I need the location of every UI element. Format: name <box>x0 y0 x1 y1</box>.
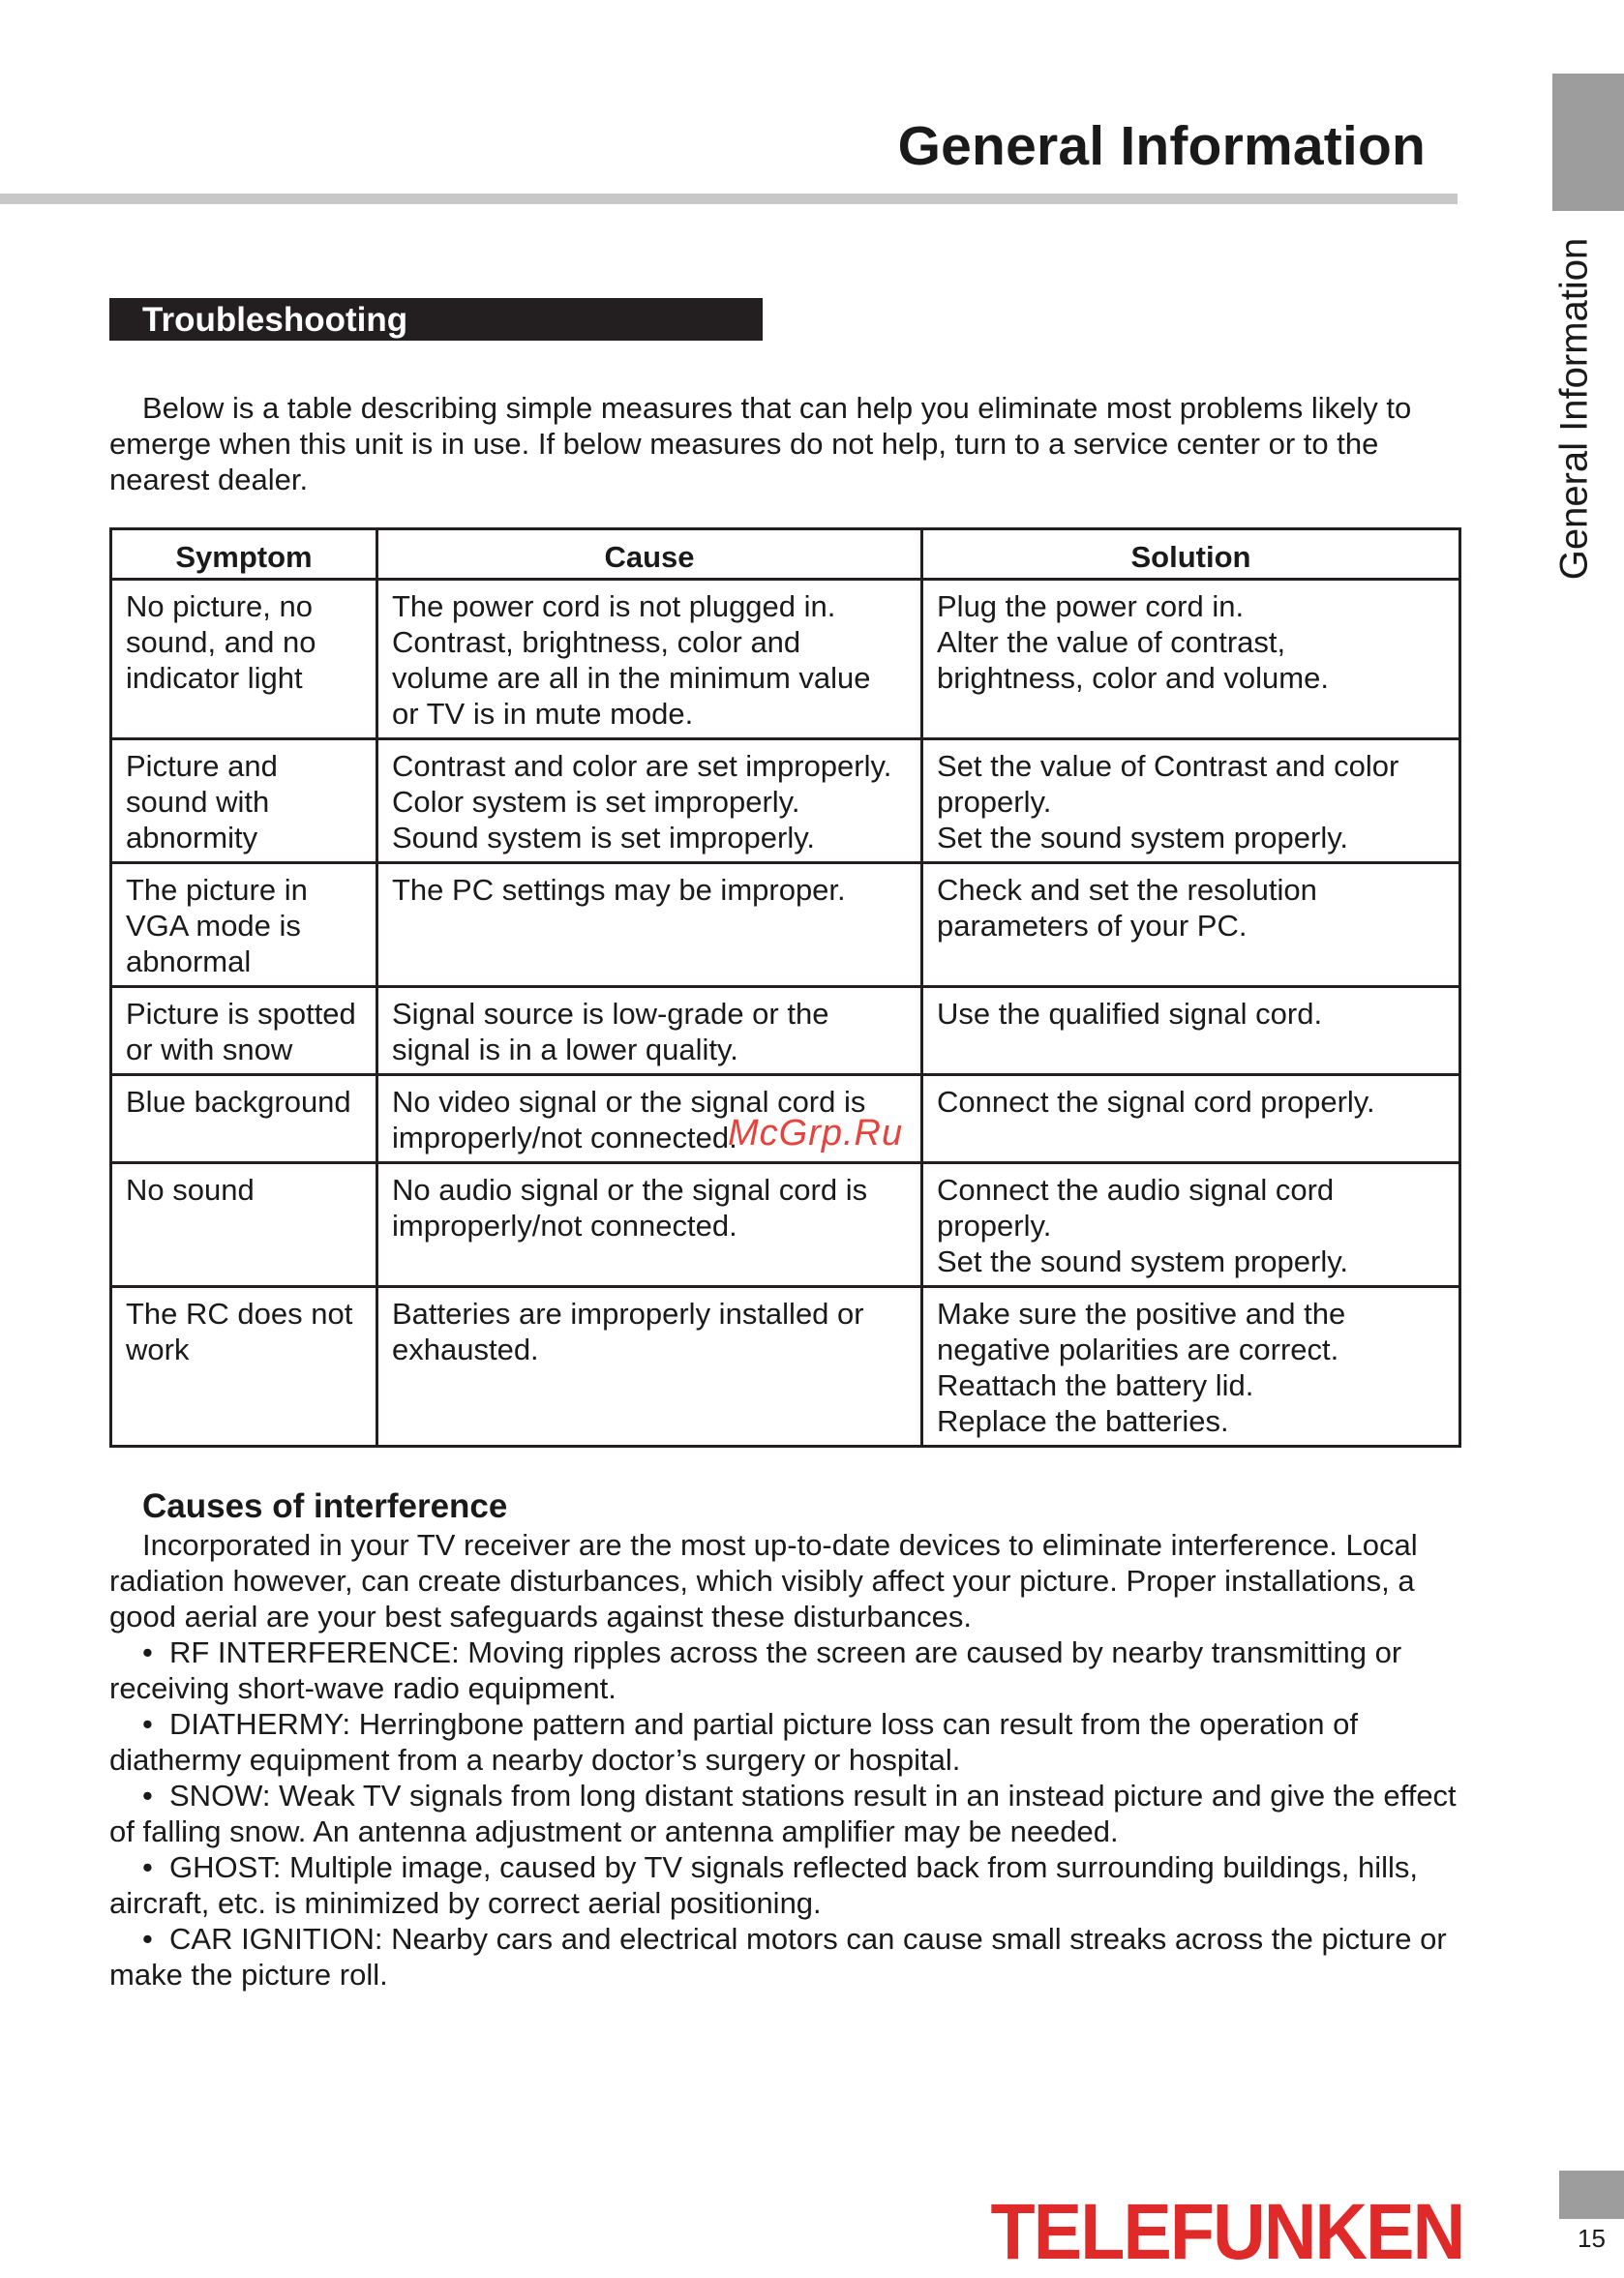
table-cell-solution <box>922 580 1460 739</box>
symptom-line: indicator light <box>126 661 303 695</box>
cause-line: The PC settings may be improper. <box>392 873 846 907</box>
section-heading: Troubleshooting <box>142 301 408 339</box>
solution-line: Make sure the positive and the <box>937 1297 1346 1331</box>
table-row <box>111 987 1460 1075</box>
table-cell-cause <box>377 863 922 987</box>
symptom-line: sound, and no <box>126 625 316 659</box>
solution-line: Check and set the resolution <box>937 873 1317 907</box>
symptom-line: VGA mode is <box>126 909 301 943</box>
watermark: McGrp.Ru <box>728 1113 904 1154</box>
solution-line: Connect the signal cord properly. <box>937 1085 1375 1119</box>
troubleshooting-table <box>109 527 1461 1448</box>
interference-item-text: DIATHERMY: Herringbone pattern and partial picture loss can result from the operation of diathermy equipment from a nearby doctor’s surgery or hospital. <box>109 1707 1358 1777</box>
solution-line: negative polarities are correct. <box>937 1333 1339 1366</box>
table-cell-solution <box>922 863 1460 987</box>
solution-line: Replace the batteries. <box>937 1404 1229 1438</box>
column-header-solution: Solution <box>922 529 1460 580</box>
table-cell-symptom <box>111 987 377 1075</box>
symptom-line: The RC does not <box>126 1297 353 1331</box>
solution-line: Alter the value of contrast, <box>937 625 1286 659</box>
column-header-symptom: Symptom <box>111 529 377 580</box>
table-cell-cause <box>377 987 922 1075</box>
side-tab-marker <box>1552 74 1624 211</box>
interference-item-text: GHOST: Multiple image, caused by TV signals reflected back from surrounding buildings, hills, aircraft, etc. is minimized by correct aerial positioning. <box>109 1850 1418 1920</box>
solution-line: Set the sound system properly. <box>937 1244 1349 1278</box>
cause-line: Color system is set improperly. <box>392 785 800 819</box>
table-cell-symptom <box>111 739 377 863</box>
table-cell-cause <box>377 739 922 863</box>
solution-line: brightness, color and volume. <box>937 661 1329 695</box>
table-cell-symptom <box>111 1163 377 1287</box>
interference-item <box>109 1849 1464 1921</box>
symptom-line: Blue background <box>126 1085 351 1119</box>
table-cell-cause <box>377 1163 922 1287</box>
table-row <box>111 739 1460 863</box>
solution-line: Set the sound system properly. <box>937 821 1349 854</box>
table-cell-solution <box>922 1163 1460 1287</box>
side-section-label-text: General Information <box>1552 237 1596 581</box>
table-row <box>111 1163 1460 1287</box>
interference-item <box>109 1921 1464 1993</box>
symptom-line: The picture in <box>126 873 308 907</box>
cause-line: Signal source is low-grade or the <box>392 997 829 1031</box>
table-cell-solution <box>922 1287 1460 1447</box>
bullet-icon: • <box>142 1922 153 1956</box>
side-section-label <box>1550 237 1599 581</box>
bullet-icon: • <box>142 1850 153 1884</box>
table-row <box>111 580 1460 739</box>
interference-item-text: RF INTERFERENCE: Moving ripples across the screen are caused by nearby transmitting or receiving short-wave radio equipment. <box>109 1635 1402 1705</box>
cause-line: The power cord is not plugged in. <box>392 589 836 623</box>
interference-section <box>109 1486 1464 1993</box>
table-cell-symptom <box>111 863 377 987</box>
interference-item <box>109 1634 1464 1706</box>
cause-line: No video signal or the signal cord is <box>392 1085 866 1119</box>
page-number-tab <box>1559 2171 1624 2219</box>
interference-item-text: SNOW: Weak TV signals from long distant stations result in an instead picture and give the effect of falling snow. An antenna adjustment or antenna amplifier may be needed. <box>109 1779 1457 1848</box>
page-title: General Information <box>897 115 1426 177</box>
table-cell-symptom <box>111 580 377 739</box>
solution-line: properly. <box>937 1209 1052 1243</box>
cause-line: improperly/not connected. <box>392 1121 737 1154</box>
interference-heading: Causes of interference <box>142 1487 508 1525</box>
symptom-line: No picture, no <box>126 589 313 623</box>
solution-line: Reattach the battery lid. <box>937 1368 1254 1402</box>
symptom-line: Picture is spotted <box>126 997 356 1031</box>
solution-line: Set the value of Contrast and color <box>937 749 1399 783</box>
symptom-line: sound with <box>126 785 270 819</box>
interference-list <box>109 1634 1464 1993</box>
table-cell-cause <box>377 1287 922 1447</box>
symptom-line: No sound <box>126 1173 255 1207</box>
solution-line: Use the qualified signal cord. <box>937 997 1323 1031</box>
interference-item <box>109 1778 1464 1849</box>
bullet-icon: • <box>142 1707 153 1741</box>
cause-line: No audio signal or the signal cord is <box>392 1173 868 1207</box>
symptom-line: work <box>126 1333 190 1366</box>
cause-line: or TV is in mute mode. <box>392 697 694 731</box>
interference-intro <box>109 1527 1464 1634</box>
table-cell-symptom <box>111 1287 377 1447</box>
intro-text: Below is a table describing simple measures that can help you eliminate most problems likely to emerge when this unit is in use. If below measures do not help, turn to a service center or to the nearest dealer. <box>109 391 1412 496</box>
symptom-line: abnormal <box>126 944 252 978</box>
bullet-icon: • <box>142 1779 153 1813</box>
symptom-line: or with snow <box>126 1033 293 1066</box>
section-heading-bar <box>109 298 763 341</box>
cause-line: Contrast, brightness, color and <box>392 625 801 659</box>
table-cell-solution <box>922 987 1460 1075</box>
solution-line: Connect the audio signal cord <box>937 1173 1335 1207</box>
page-number: 15 <box>1578 2224 1606 2253</box>
cause-line: improperly/not connected. <box>392 1209 737 1243</box>
table-cell-symptom <box>111 1075 377 1163</box>
column-header-cause: Cause <box>377 529 922 580</box>
interference-intro-text: Incorporated in your TV receiver are the most up-to-date devices to eliminate interference. Local radiation however, can create disturbances, which visibly affect your picture. Proper installations, a good aerial are your best safeguards against these disturbances. <box>109 1528 1418 1634</box>
cause-line: Sound system is set improperly. <box>392 821 816 854</box>
title-divider <box>0 194 1458 204</box>
cause-line: signal is in a lower quality. <box>392 1033 738 1066</box>
table-row <box>111 863 1460 987</box>
solution-line: properly. <box>937 785 1052 819</box>
bullet-icon: • <box>142 1635 153 1669</box>
interference-item-text: CAR IGNITION: Nearby cars and electrical motors can cause small streaks across the picture or make the picture roll. <box>109 1922 1447 1992</box>
table-cell-solution <box>922 739 1460 863</box>
cause-line: volume are all in the minimum value <box>392 661 871 695</box>
cause-line: Contrast and color are set improperly. <box>392 749 892 783</box>
solution-line: Plug the power cord in. <box>937 589 1245 623</box>
table-header-row <box>111 529 1460 580</box>
brand-logo: TELEFUNKEN <box>990 2188 1463 2276</box>
table-cell-cause <box>377 580 922 739</box>
symptom-line: Picture and <box>126 749 278 783</box>
solution-line: parameters of your PC. <box>937 909 1248 943</box>
table-cell-solution <box>922 1075 1460 1163</box>
cause-line: Batteries are improperly installed or <box>392 1297 864 1331</box>
intro-paragraph <box>109 390 1464 497</box>
symptom-line: abnormity <box>126 821 258 854</box>
interference-item <box>109 1706 1464 1778</box>
table-row <box>111 1287 1460 1447</box>
cause-line: exhausted. <box>392 1333 539 1366</box>
